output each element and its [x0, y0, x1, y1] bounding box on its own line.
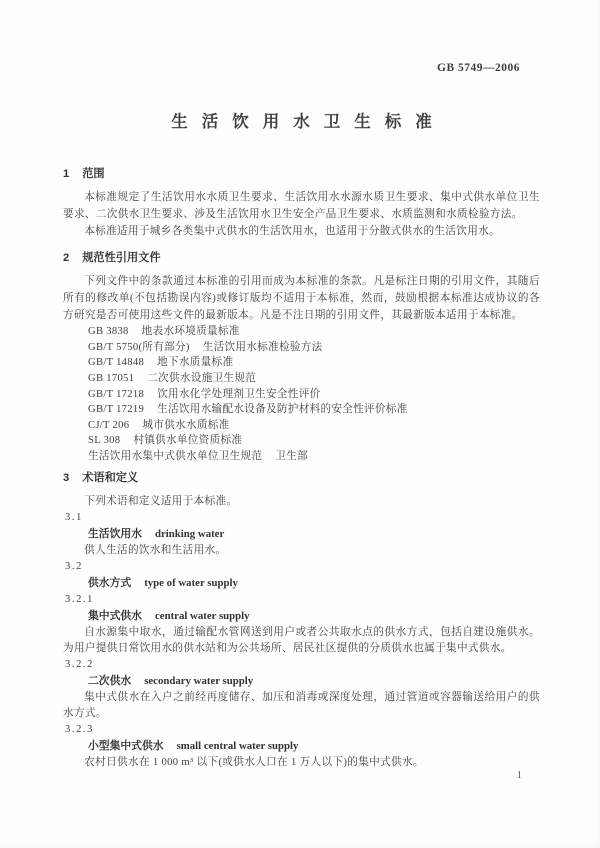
reference-name: 饮用水化学处理剂卫生安全性评价 — [157, 388, 321, 400]
reference-item — [63, 387, 540, 403]
term-number: 3.2.1 — [65, 593, 94, 605]
term-number: 3.1 — [65, 511, 83, 523]
section-number: 1 — [63, 168, 70, 180]
references-list — [63, 324, 540, 464]
page-content — [63, 0, 540, 771]
term-entry — [63, 559, 540, 592]
term-number: 3.2.2 — [65, 658, 94, 670]
term-title-line — [63, 607, 540, 625]
reference-item — [63, 324, 540, 340]
reference-code: GB/T 5750(所有部分) — [88, 341, 190, 353]
terms-intro: 下列术语和定义适用于本标准。 — [84, 495, 238, 507]
reference-name: 地表水环境质量标准 — [141, 326, 240, 338]
term-number: 3.2 — [65, 560, 83, 572]
reference-code: GB 17051 — [88, 373, 135, 384]
section-title: 范围 — [82, 168, 105, 180]
reference-code: GB/T 17218 — [88, 388, 145, 400]
term-title-line — [63, 672, 540, 690]
section-title: 术语和定义 — [82, 471, 139, 484]
reference-code: CJ/T 206 — [88, 419, 130, 431]
term-name-en: small central water supply — [176, 740, 299, 753]
term-name-en: type of water supply — [144, 577, 238, 590]
page-number: 1 — [516, 770, 522, 781]
reference-name: 村镇供水单位资质标准 — [133, 435, 243, 447]
reference-name: 生活饮用水标准检验方法 — [202, 341, 323, 353]
reference-code: SL 308 — [88, 435, 121, 447]
term-name-cn: 供水方式 — [88, 577, 132, 590]
term-name-en: central water supply — [154, 610, 250, 623]
term-name-en: drinking water — [154, 528, 225, 541]
section-number: 2 — [63, 251, 70, 264]
term-number: 3.2.3 — [65, 723, 94, 735]
reference-item — [63, 402, 540, 418]
term-name-cn: 二次供水 — [88, 675, 132, 688]
reference-name: 卫生部 — [275, 450, 308, 462]
term-definition: 供人生活的饮水和生活用水。 — [84, 544, 227, 556]
section-references-heading — [63, 252, 540, 265]
reference-item — [63, 340, 540, 356]
reference-code: GB/T 14848 — [88, 357, 145, 369]
section-number: 3 — [63, 471, 70, 484]
term-entry — [63, 722, 540, 771]
page-title: 生活饮用水卫生标准 — [171, 113, 446, 131]
term-name-en: secondary water supply — [144, 675, 254, 688]
section-title: 规范性引用文件 — [82, 251, 161, 264]
scope-paragraph: 本标准适用于城乡各类集中式供水的生活饮用水，也适用于分散式供水的生活饮用水。 — [84, 226, 501, 238]
terms-block — [63, 510, 540, 771]
reference-code: GB/T 17219 — [88, 404, 145, 416]
term-definition: 集中式供水在入户之前经再度储存、加压和消毒或深度处理，通过管道或容器输送给用户的供水方式。 — [63, 691, 540, 719]
section-terms-heading — [63, 472, 540, 485]
reference-item — [63, 371, 540, 387]
term-title-line — [63, 737, 540, 755]
reference-name: 地下水质量标准 — [157, 357, 234, 369]
references-intro: 下列文件中的条款通过本标准的引用而成为本标准的条款。凡是标注日期的引用文件，其随后所有的修改单(不包括勘误内容)或修订版均不适用于本标准，然而，鼓励根据本标准达成协议的各方研究是否可使用这些文件的最新版本。凡是不注日期的引用文件，其最新版本适用于本标准。 — [63, 275, 540, 322]
reference-code: 生活饮用水集中式供水单位卫生规范 — [88, 450, 263, 462]
term-name-cn: 小型集中式供水 — [88, 740, 164, 753]
term-name-cn: 集中式供水 — [88, 610, 142, 623]
reference-item — [63, 355, 540, 371]
scope-paragraph: 本标准规定了生活饮用水水质卫生要求、生活饮用水水源水质卫生要求、集中式供水单位卫生要求、二次供水卫生要求、涉及生活饮用水卫生安全产品卫生要求、水质监测和水质检验方法。 — [63, 192, 540, 221]
section-scope-heading — [63, 168, 540, 181]
term-entry — [63, 510, 540, 559]
term-title-line — [63, 574, 540, 592]
reference-name: 二次供水设施卫生规范 — [147, 373, 257, 384]
reference-name: 城市供水水质标准 — [142, 419, 230, 431]
reference-item — [63, 418, 540, 434]
reference-item — [63, 449, 540, 465]
term-definition: 自水源集中取水，通过输配水管网送到用户或者公共取水点的供水方式，包括自建设施供水。为用户提供日常饮用水的供水站和为公共场所、居民社区提供的分质供水也属于集中式供水。 — [63, 626, 540, 654]
term-entry — [63, 657, 540, 722]
reference-item — [63, 433, 540, 449]
term-name-cn: 生活饮用水 — [88, 528, 142, 541]
reference-code: GB 3838 — [88, 326, 129, 338]
term-title-line — [63, 525, 540, 543]
reference-name: 生活饮用水输配水设备及防护材料的安全性评价标准 — [157, 404, 408, 416]
term-entry — [63, 592, 540, 657]
doc-number: GB 5749—2006 — [437, 62, 520, 74]
term-definition: 农村日供水在 1 000 m³ 以下(或供水人口在 1 万人以下)的集中式供水。 — [84, 756, 424, 768]
